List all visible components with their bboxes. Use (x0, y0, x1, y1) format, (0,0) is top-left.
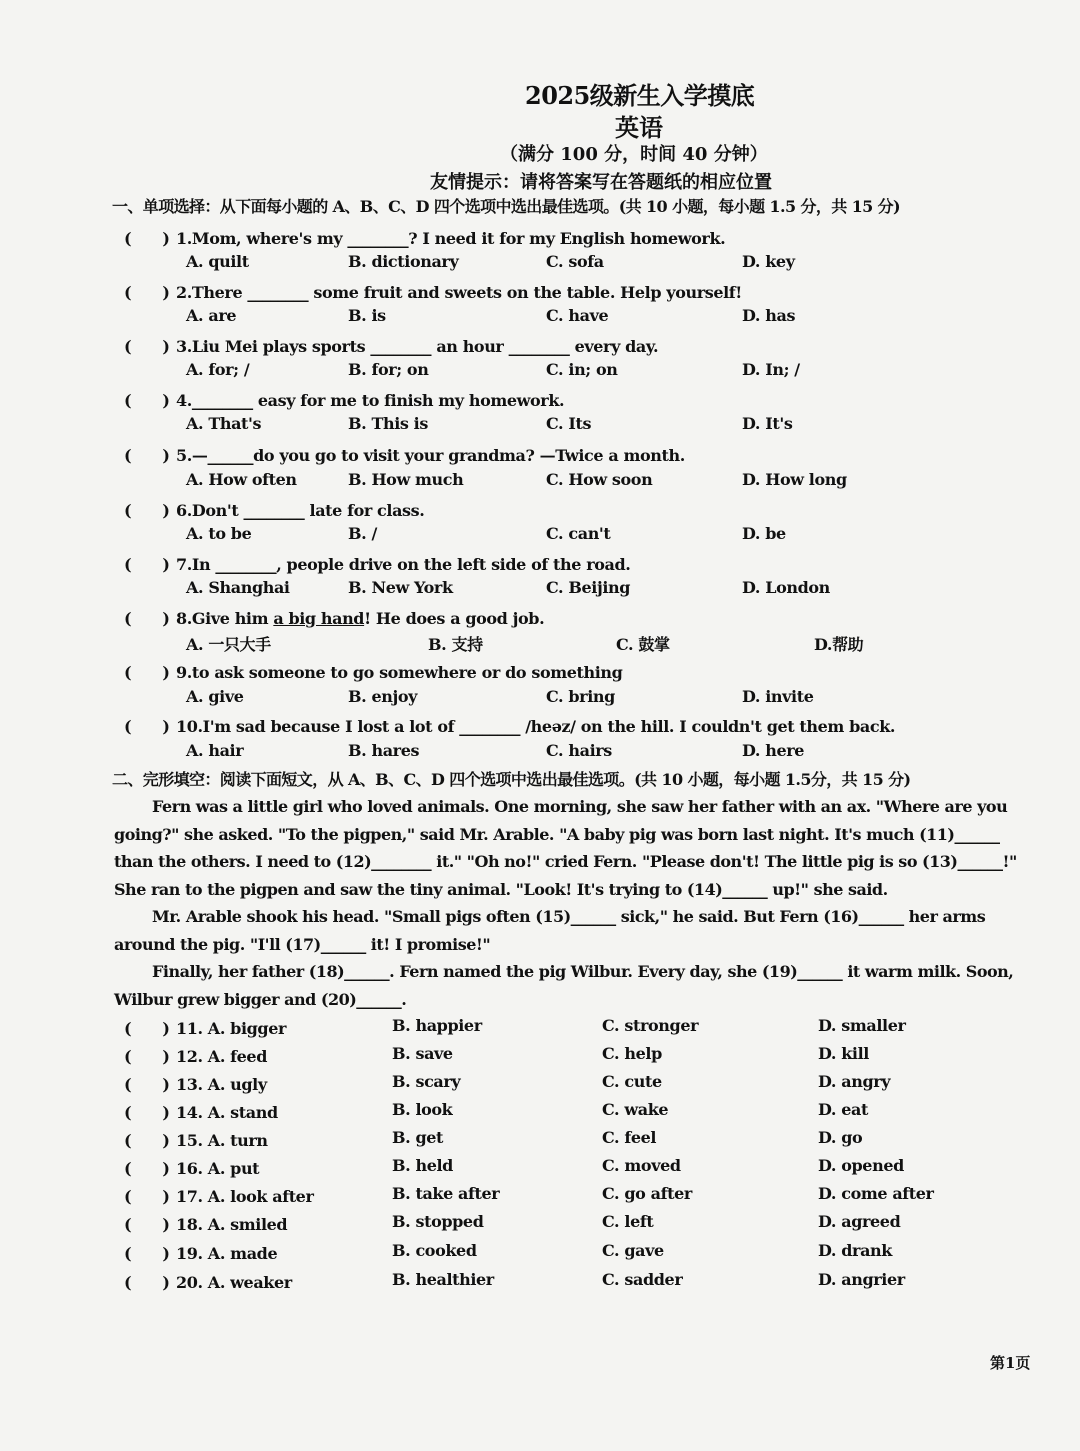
option-a: A. Shanghai (186, 578, 290, 597)
question-stem: 8.Give him (176, 609, 274, 628)
answer-paren: ( ) (124, 1075, 170, 1094)
answer-paren: ( ) (124, 1103, 170, 1122)
option-b: B. enjoy (348, 687, 418, 706)
option-d: D. drank (818, 1241, 892, 1260)
question-stem: 10.I'm sad because I lost a lot of ________ /heəz/ on the hill. I couldn't get them back. (176, 717, 896, 736)
option-b: B. healthier (392, 1270, 494, 1289)
page-number: 第1页 (990, 1354, 1031, 1372)
friendly-tip: 友情提示：请将答案写在答题纸的相应位置 (430, 172, 772, 193)
passage-paragraph-3: Finally, her father (18)______. Fern named the pig Wilbur. Every day, she (19)______ it warm milk. Soon, Wilbur grew bigger and (20)______. (114, 962, 1014, 1009)
option-b: B. dictionary (348, 252, 459, 271)
question-stem: 7.In ________, people drive on the left side of the road. (176, 555, 631, 574)
option-b: B. hares (348, 741, 420, 760)
option-c: C. go after (602, 1184, 692, 1203)
answer-paren: ( ) (124, 1131, 170, 1150)
answer-paren: ( ) (124, 1159, 170, 1178)
option-a: A. quilt (186, 252, 249, 271)
answer-paren: ( ) (124, 1019, 170, 1038)
option-b: B. happier (392, 1016, 482, 1035)
question-stem: 3.Liu Mei plays sports ________ an hour ________ every day. (176, 337, 659, 356)
option-c: C. bring (546, 687, 615, 706)
passage-paragraph-1: Fern was a little girl who loved animals. One morning, she saw her father with an ax. "Where are you going?" she asked. "To the pigpen," said Mr. Arable. "A baby pig was born last night. It's much (11)______ than the others. I need to (12)________ it." "Oh no!" cried Fern. "Please don't! The little pig is so (13)______!" She ran to the pigpen and saw the tiny animal. "Look! It's trying to (14)______ up!" she said. (114, 797, 1017, 899)
option-a: 19. A. made (176, 1244, 278, 1263)
cloze-question-11 (124, 1016, 906, 1039)
option-b: B. How much (348, 470, 464, 489)
option-d: D. be (742, 524, 786, 543)
question-2 (124, 280, 742, 303)
option-c: C. cute (602, 1072, 662, 1091)
question-7 (124, 552, 630, 575)
option-b: B. for; on (348, 360, 429, 379)
option-a: 14. A. stand (176, 1103, 278, 1122)
question-stem: 6.Don't ________ late for class. (176, 501, 425, 520)
question-9 (124, 660, 622, 683)
cloze-question-20 (124, 1270, 905, 1293)
option-a: 11. A. bigger (176, 1019, 287, 1038)
answer-paren: ( ) (124, 446, 170, 465)
option-b: B. take after (392, 1184, 500, 1203)
option-b: B. scary (392, 1072, 461, 1091)
option-d: D. kill (818, 1044, 869, 1063)
option-c: C. gave (602, 1241, 664, 1260)
option-a: A. to be (186, 524, 252, 543)
question-stem: 4.________ easy for me to finish my homework. (176, 391, 565, 410)
option-c: C. help (602, 1044, 662, 1063)
option-d: D. go (818, 1128, 863, 1147)
question-8 (124, 606, 544, 629)
option-b: B. / (348, 524, 377, 543)
section2-title: 二、完形填空：阅读下面短文，从 A、B、C、D 四个选项中选出最佳选项。(共 10 小题，每小题 1.5分，共 15 分) (112, 770, 911, 789)
option-d: D. has (742, 306, 796, 325)
answer-paren: ( ) (124, 609, 170, 628)
option-b: B. get (392, 1128, 444, 1147)
option-c: C. 鼓掌 (616, 635, 670, 654)
option-c: C. How soon (546, 470, 653, 489)
option-a: 15. A. turn (176, 1131, 268, 1150)
exam-subject: 英语 (615, 113, 663, 142)
cloze-question-12 (124, 1044, 869, 1067)
option-b: B. held (392, 1156, 453, 1175)
option-a: A. are (186, 306, 237, 325)
option-c: C. stronger (602, 1016, 699, 1035)
cloze-question-19 (124, 1241, 892, 1264)
cloze-question-13 (124, 1072, 891, 1095)
answer-paren: ( ) (124, 1047, 170, 1066)
option-d: D. angry (818, 1072, 891, 1091)
option-c: C. Beijing (546, 578, 631, 597)
option-a: 13. A. ugly (176, 1075, 267, 1094)
option-b: B. 支持 (428, 635, 483, 654)
answer-paren: ( ) (124, 337, 170, 356)
exam-title: 2025级新生入学摸底 (525, 81, 755, 110)
option-a: 12. A. feed (176, 1047, 267, 1066)
answer-paren: ( ) (124, 229, 170, 248)
answer-paren: ( ) (124, 1215, 170, 1234)
answer-paren: ( ) (124, 1244, 170, 1263)
cloze-question-18 (124, 1212, 901, 1235)
option-d: D. come after (818, 1184, 934, 1203)
option-b: B. cooked (392, 1241, 477, 1260)
answer-paren: ( ) (124, 283, 170, 302)
option-a: 18. A. smiled (176, 1215, 288, 1234)
option-d: D.帮助 (814, 635, 864, 654)
option-a: A. 一只大手 (186, 635, 271, 654)
option-a: 17. A. look after (176, 1187, 314, 1206)
option-d: D. angrier (818, 1270, 905, 1289)
option-c: C. in; on (546, 360, 618, 379)
option-a: A. hair (186, 741, 244, 760)
option-a: 20. A. weaker (176, 1273, 292, 1292)
answer-paren: ( ) (124, 663, 170, 682)
cloze-question-16 (124, 1156, 904, 1179)
answer-paren: ( ) (124, 555, 170, 574)
option-d: D. invite (742, 687, 814, 706)
answer-paren: ( ) (124, 391, 170, 410)
answer-paren: ( ) (124, 717, 170, 736)
score-time-note: （满分 100 分，时间 40 分钟） (500, 144, 768, 165)
question-5 (124, 443, 685, 466)
option-b: B. is (348, 306, 386, 325)
option-a: A. for; / (186, 360, 250, 379)
question-stem-end: ! He does a good job. (364, 609, 545, 628)
option-c: C. have (546, 306, 609, 325)
option-a: A. give (186, 687, 244, 706)
cloze-question-14 (124, 1100, 868, 1123)
answer-paren: ( ) (124, 1273, 170, 1292)
option-b: B. This is (348, 414, 428, 433)
option-d: D. key (742, 252, 795, 271)
option-c: C. left (602, 1212, 654, 1231)
underlined-phrase: a big hand (273, 609, 365, 628)
option-d: D. It's (742, 414, 793, 433)
option-a: A. How often (186, 470, 297, 489)
option-d: D. agreed (818, 1212, 901, 1231)
option-c: C. wake (602, 1100, 669, 1119)
question-3 (124, 334, 658, 357)
option-c: C. Its (546, 414, 592, 433)
option-b: B. stopped (392, 1212, 484, 1231)
option-c: C. hairs (546, 741, 612, 760)
question-1 (124, 226, 725, 249)
option-d: D. smaller (818, 1016, 906, 1035)
option-d: D. In; / (742, 360, 800, 379)
option-d: D. opened (818, 1156, 904, 1175)
option-c: C. sadder (602, 1270, 683, 1289)
option-b: B. New York (348, 578, 453, 597)
question-stem: 5.—______do you go to visit your grandma? —Twice a month. (176, 446, 685, 465)
option-a: 16. A. put (176, 1159, 260, 1178)
option-b: B. look (392, 1100, 453, 1119)
option-b: B. save (392, 1044, 453, 1063)
question-stem: 9.to ask someone to go somewhere or do something (176, 663, 623, 682)
question-10 (124, 714, 895, 737)
passage-paragraph-2: Mr. Arable shook his head. "Small pigs often (15)______ sick," he said. But Fern (16)______ her arms around the pig. "I'll (17)______ it! I promise!" (114, 907, 986, 954)
option-c: C. feel (602, 1128, 657, 1147)
option-d: D. eat (818, 1100, 868, 1119)
section1-title: 一、单项选择：从下面每小题的 A、B、C、D 四个选项中选出最佳选项。(共 10 小题，每小题 1.5 分，共 15 分) (112, 197, 901, 216)
answer-paren: ( ) (124, 1187, 170, 1206)
option-c: C. moved (602, 1156, 681, 1175)
cloze-question-17 (124, 1184, 934, 1207)
question-4 (124, 388, 564, 411)
answer-paren: ( ) (124, 501, 170, 520)
option-c: C. can't (546, 524, 611, 543)
option-c: C. sofa (546, 252, 604, 271)
option-d: D. here (742, 741, 805, 760)
question-stem: 1.Mom, where's my ________? I need it for my English homework. (176, 229, 726, 248)
question-6 (124, 498, 424, 521)
option-a: A. That's (186, 414, 262, 433)
question-stem: 2.There ________ some fruit and sweets on the table. Help yourself! (176, 283, 742, 302)
option-d: D. How long (742, 470, 847, 489)
option-d: D. London (742, 578, 830, 597)
cloze-question-15 (124, 1128, 863, 1151)
